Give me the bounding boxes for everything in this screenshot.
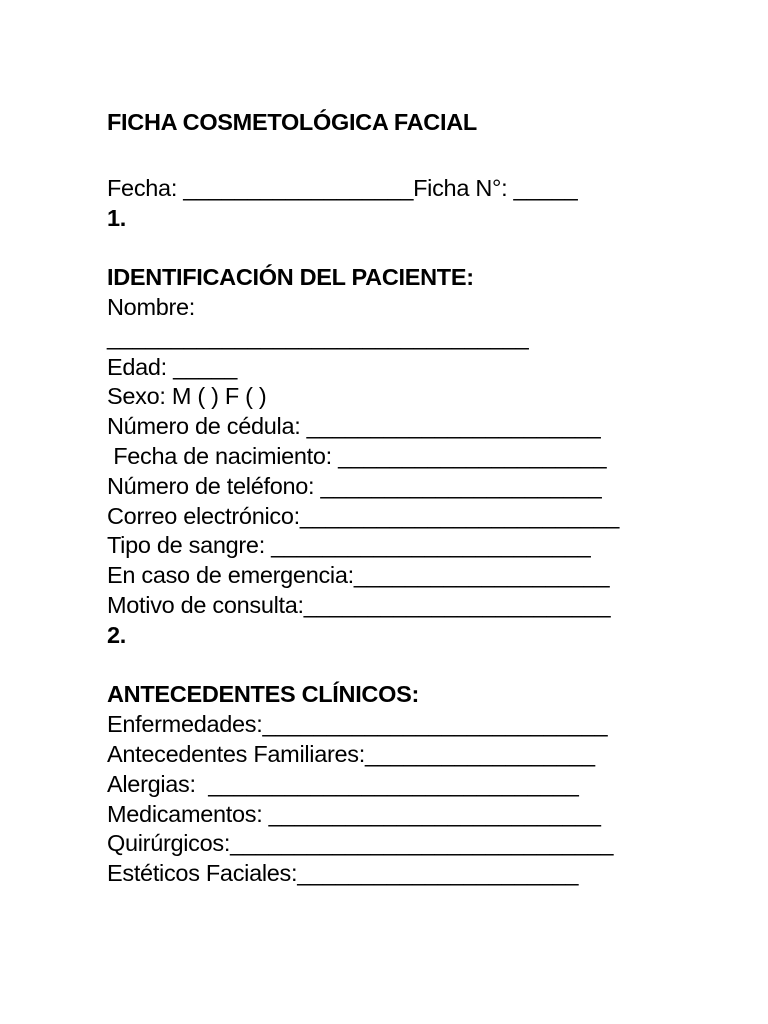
sex-field: Sexo: M ( ) F ( ) [107, 383, 267, 410]
form-page [107, 108, 707, 889]
section-1-number: 1. [107, 204, 126, 231]
spacer [107, 138, 707, 174]
section-2-heading: ANTECEDENTES CLÍNICOS: [107, 681, 419, 708]
birth-date-field: Fecha de nacimiento: _____________________ [107, 442, 607, 469]
allergies-field: Alergias: _____________________________ [107, 770, 579, 797]
name-blank-line: _________________________________ [107, 323, 529, 350]
date-number-line: Fecha: __________________Ficha N°: _____ [107, 174, 578, 201]
form-title: FICHA COSMETOLÓGICA FACIAL [107, 109, 477, 135]
facial-aesthetic-field: Estéticos Faciales:______________________ [107, 860, 579, 887]
emergency-field: En caso de emergencia:____________________ [107, 562, 610, 589]
phone-field: Número de teléfono: ______________________ [107, 472, 602, 499]
age-field: Edad: _____ [107, 353, 237, 380]
diseases-field: Enfermedades:___________________________ [107, 711, 608, 738]
id-number-field: Número de cédula: _______________________ [107, 413, 601, 440]
section-1-heading: IDENTIFICACIÓN DEL PACIENTE: [107, 264, 474, 291]
spacer [107, 651, 707, 681]
spacer [107, 233, 707, 263]
name-label: Nombre: [107, 293, 196, 320]
medications-field: Medicamentos: __________________________ [107, 800, 601, 827]
blood-type-field: Tipo de sangre: _________________________ [107, 532, 591, 559]
section-2-number: 2. [107, 621, 126, 648]
family-history-field: Antecedentes Familiares:__________________ [107, 740, 595, 767]
surgical-field: Quirúrgicos:______________________________ [107, 830, 614, 857]
email-field: Correo electrónico:_________________________ [107, 502, 620, 529]
consult-reason-field: Motivo de consulta:________________________ [107, 591, 611, 618]
